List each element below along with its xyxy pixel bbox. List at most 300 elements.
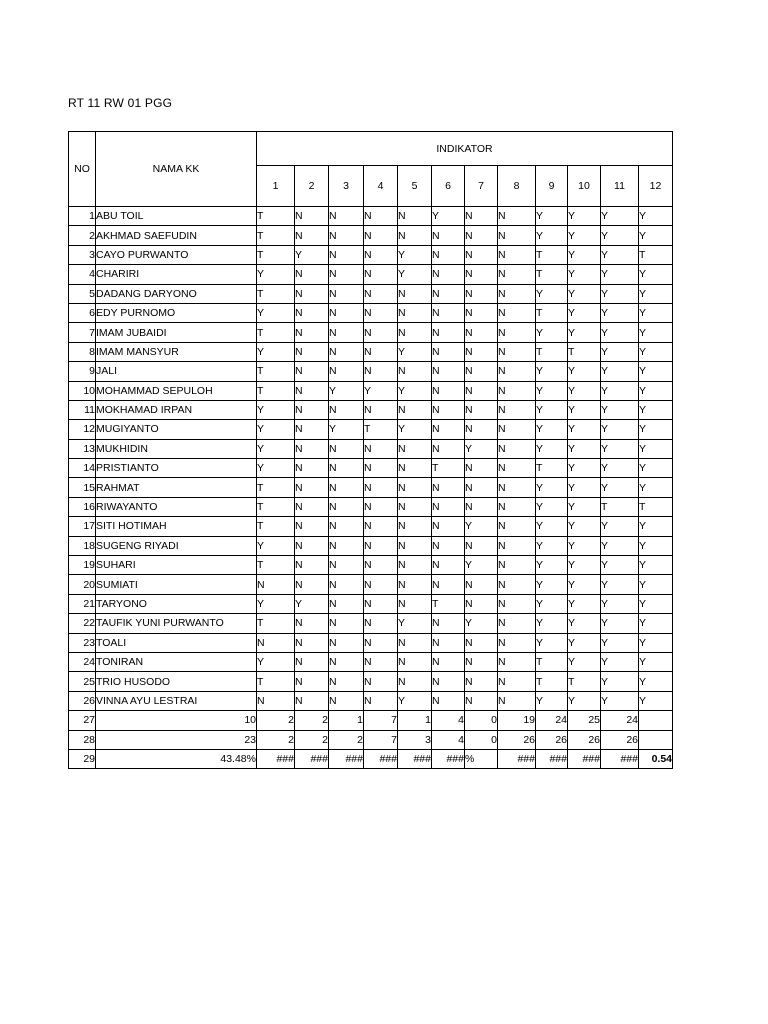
table-row <box>69 342 673 361</box>
indikator-value: N <box>498 439 536 458</box>
indikator-value: N <box>295 556 329 575</box>
table-row <box>69 323 673 342</box>
family-head-name: VINNA AYU LESTRAI <box>96 691 257 710</box>
indikator-value: N <box>329 497 364 516</box>
indikator-value: Y <box>257 303 295 322</box>
indikator-value: Y <box>639 381 673 400</box>
indikator-value: T <box>639 245 673 264</box>
indikator-value: Y <box>536 226 568 245</box>
indikator-value: Y <box>257 536 295 555</box>
indikator-value: Y <box>639 517 673 536</box>
family-head-name: MOHAMMAD SEPULOH <box>96 381 257 400</box>
indikator-value: N <box>364 517 398 536</box>
indikator-value: N <box>329 265 364 284</box>
indikator-value: N <box>329 362 364 381</box>
indikator-value: Y <box>639 226 673 245</box>
indikator-value: Y <box>536 420 568 439</box>
table-row <box>69 556 673 575</box>
summary-total: 43.48% <box>96 749 257 768</box>
row-number: 24 <box>69 652 96 671</box>
indikator-value: Y <box>601 245 639 264</box>
indikator-value: T <box>257 381 295 400</box>
row-number: 19 <box>69 556 96 575</box>
indikator-value: N <box>364 265 398 284</box>
indikator-value: N <box>398 633 432 652</box>
table-row <box>69 536 673 555</box>
table-row <box>69 517 673 536</box>
indikator-value: Y <box>568 284 601 303</box>
indikator-value: Y <box>257 459 295 478</box>
indikator-value: N <box>498 265 536 284</box>
indikator-value: Y <box>568 536 601 555</box>
summary-value: 26 <box>536 730 568 749</box>
indikator-value: N <box>432 439 465 458</box>
table-row <box>69 226 673 245</box>
indikator-value: T <box>568 342 601 361</box>
indikator-value: N <box>364 691 398 710</box>
indikator-value: T <box>257 517 295 536</box>
indikator-value: N <box>364 652 398 671</box>
header-indikator-col: 6 <box>432 166 465 207</box>
indikator-value: N <box>364 362 398 381</box>
indikator-value: Y <box>601 672 639 691</box>
indikator-value: N <box>498 226 536 245</box>
family-head-name: DADANG DARYONO <box>96 284 257 303</box>
family-head-name: SUGENG RIYADI <box>96 536 257 555</box>
indikator-value: Y <box>601 478 639 497</box>
indikator-value: Y <box>536 633 568 652</box>
indikator-value: N <box>295 614 329 633</box>
row-number: 3 <box>69 245 96 264</box>
indikator-value: Y <box>536 400 568 419</box>
indikator-value: N <box>498 284 536 303</box>
indikator-value: N <box>329 614 364 633</box>
indikator-value: Y <box>536 323 568 342</box>
row-number: 13 <box>69 439 96 458</box>
indikator-value: Y <box>568 265 601 284</box>
indikator-value: N <box>465 323 498 342</box>
indikator-value: N <box>465 536 498 555</box>
summary-value <box>639 711 673 730</box>
indikator-value: N <box>465 265 498 284</box>
indikator-value: Y <box>536 497 568 516</box>
summary-value: 0 <box>465 730 498 749</box>
indikator-value: N <box>465 497 498 516</box>
indikator-value: Y <box>601 400 639 419</box>
indikator-value: N <box>432 245 465 264</box>
family-head-name: TOALI <box>96 633 257 652</box>
indikator-value: Y <box>601 420 639 439</box>
indikator-value: N <box>465 400 498 419</box>
indikator-value: N <box>329 303 364 322</box>
indikator-value: Y <box>398 245 432 264</box>
indikator-value: N <box>465 342 498 361</box>
indikator-value: N <box>398 478 432 497</box>
row-number: 22 <box>69 614 96 633</box>
indikator-value: N <box>295 652 329 671</box>
indikator-value: Y <box>601 556 639 575</box>
header-indikator-col: 4 <box>364 166 398 207</box>
indikator-value: Y <box>257 420 295 439</box>
indikator-value: T <box>601 497 639 516</box>
header-indikator-col: 12 <box>639 166 673 207</box>
row-number: 10 <box>69 381 96 400</box>
indikator-value: Y <box>639 556 673 575</box>
indikator-value: Y <box>295 594 329 613</box>
row-number: 8 <box>69 342 96 361</box>
summary-row <box>69 730 673 749</box>
indikator-value: Y <box>568 362 601 381</box>
indikator-value: Y <box>639 575 673 594</box>
indikator-value: N <box>398 207 432 226</box>
summary-value: 1 <box>329 711 364 730</box>
summary-value: 3 <box>398 730 432 749</box>
indikator-value: T <box>536 459 568 478</box>
summary-total: 23 <box>96 730 257 749</box>
indikator-value: Y <box>601 323 639 342</box>
family-head-name: RAHMAT <box>96 478 257 497</box>
indikator-value: Y <box>601 284 639 303</box>
indikator-value: N <box>498 245 536 264</box>
family-head-name: PRISTIANTO <box>96 459 257 478</box>
indikator-value: Y <box>639 672 673 691</box>
indikator-value: N <box>498 323 536 342</box>
indikator-value: N <box>465 459 498 478</box>
indikator-value: N <box>329 284 364 303</box>
indikator-value: T <box>536 652 568 671</box>
family-head-name: CAYO PURWANTO <box>96 245 257 264</box>
indikator-value: Y <box>601 517 639 536</box>
indikator-value: T <box>257 362 295 381</box>
indikator-value: N <box>498 536 536 555</box>
indikator-value: N <box>329 342 364 361</box>
indikator-value: N <box>432 691 465 710</box>
family-head-name: IMAM JUBAIDI <box>96 323 257 342</box>
indikator-value: N <box>398 439 432 458</box>
row-number: 7 <box>69 323 96 342</box>
indikator-value: N <box>329 691 364 710</box>
indikator-value: Y <box>639 420 673 439</box>
row-number: 25 <box>69 672 96 691</box>
indikator-value: Y <box>568 594 601 613</box>
indikator-value: N <box>398 497 432 516</box>
indikator-value: T <box>257 284 295 303</box>
indikator-value: N <box>498 652 536 671</box>
row-number: 26 <box>69 691 96 710</box>
row-number: 11 <box>69 400 96 419</box>
indikator-value: Y <box>536 556 568 575</box>
indikator-value: N <box>329 633 364 652</box>
indikator-value: N <box>364 400 398 419</box>
indikator-value: Y <box>257 439 295 458</box>
indikator-value: Y <box>601 439 639 458</box>
indikator-value: N <box>398 284 432 303</box>
indikator-value: T <box>257 556 295 575</box>
indikator-value: N <box>498 633 536 652</box>
indikator-value: N <box>329 536 364 555</box>
indikator-value: N <box>364 672 398 691</box>
indikator-value: N <box>364 556 398 575</box>
indikator-value: Y <box>639 614 673 633</box>
family-head-name: SITI HOTIMAH <box>96 517 257 536</box>
indikator-value: N <box>295 265 329 284</box>
table-row <box>69 594 673 613</box>
indikator-value: N <box>329 323 364 342</box>
indikator-value: N <box>329 245 364 264</box>
indikator-value: Y <box>536 517 568 536</box>
indikator-value: N <box>465 633 498 652</box>
indikator-value: Y <box>364 381 398 400</box>
summary-value: ### <box>432 749 465 768</box>
indikator-value: N <box>465 303 498 322</box>
table-row <box>69 381 673 400</box>
summary-value: ### <box>329 749 364 768</box>
indikator-value: Y <box>601 362 639 381</box>
family-head-name: MUKHIDIN <box>96 439 257 458</box>
summary-value: 4 <box>432 711 465 730</box>
indikator-value: Y <box>601 594 639 613</box>
indikator-value: N <box>498 381 536 400</box>
indikator-value: N <box>432 536 465 555</box>
summary-value: 26 <box>601 730 639 749</box>
indikator-value: N <box>364 323 398 342</box>
indikator-value: Y <box>601 691 639 710</box>
indikator-value: N <box>364 245 398 264</box>
summary-value: ### <box>536 749 568 768</box>
indikator-value: Y <box>568 245 601 264</box>
summary-value: 2 <box>295 730 329 749</box>
header-indikator-col: 3 <box>329 166 364 207</box>
indikator-value: N <box>398 400 432 419</box>
indikator-value: N <box>432 652 465 671</box>
table-row <box>69 245 673 264</box>
header-nama-kk: NAMA KK <box>96 132 257 207</box>
row-number: 27 <box>69 711 96 730</box>
indikator-value: N <box>465 226 498 245</box>
indikator-value: T <box>432 459 465 478</box>
indikator-value: N <box>295 497 329 516</box>
indikator-value: N <box>432 265 465 284</box>
summary-value: 1 <box>398 711 432 730</box>
indikator-value: N <box>498 575 536 594</box>
indikator-value: T <box>364 420 398 439</box>
indikator-value: N <box>498 362 536 381</box>
indikator-value: Y <box>536 594 568 613</box>
indikator-value: N <box>498 478 536 497</box>
indikator-value: Y <box>536 614 568 633</box>
indikator-value: N <box>295 381 329 400</box>
indikator-value: Y <box>601 265 639 284</box>
indikator-value: Y <box>639 207 673 226</box>
table-row <box>69 497 673 516</box>
indikator-value: N <box>432 284 465 303</box>
indikator-value: Y <box>568 459 601 478</box>
indikator-value: Y <box>601 652 639 671</box>
indikator-value: Y <box>536 207 568 226</box>
indikator-value: N <box>465 420 498 439</box>
header-indikator-col: 8 <box>498 166 536 207</box>
table-row <box>69 400 673 419</box>
indikator-value: Y <box>257 265 295 284</box>
indikator-value: N <box>432 381 465 400</box>
indikator-value: N <box>432 575 465 594</box>
indikator-value: N <box>295 284 329 303</box>
indikator-value: Y <box>465 556 498 575</box>
indikator-value: Y <box>601 459 639 478</box>
indikator-value: Y <box>568 652 601 671</box>
indikator-value: N <box>498 594 536 613</box>
indikator-value: Y <box>568 439 601 458</box>
indikator-value: N <box>295 575 329 594</box>
row-number: 15 <box>69 478 96 497</box>
indikator-value: T <box>536 265 568 284</box>
indikator-value: Y <box>257 342 295 361</box>
indikator-value: Y <box>257 400 295 419</box>
indikator-value: N <box>329 207 364 226</box>
indikator-value: N <box>432 303 465 322</box>
indikator-value: N <box>498 420 536 439</box>
family-head-name: MOKHAMAD IRPAN <box>96 400 257 419</box>
indikator-value: N <box>432 420 465 439</box>
family-head-name: ABU TOIL <box>96 207 257 226</box>
indikator-value: N <box>329 556 364 575</box>
header-indikator-col: 5 <box>398 166 432 207</box>
indikator-value: N <box>398 226 432 245</box>
indikator-value: N <box>398 575 432 594</box>
indikator-value: T <box>257 497 295 516</box>
indikator-value: N <box>329 575 364 594</box>
indikator-value: N <box>295 207 329 226</box>
indikator-value: T <box>257 323 295 342</box>
indikator-value: N <box>364 439 398 458</box>
summary-value: 7 <box>364 730 398 749</box>
indikator-value: T <box>257 478 295 497</box>
row-number: 12 <box>69 420 96 439</box>
indikator-value: Y <box>639 284 673 303</box>
summary-total: 10 <box>96 711 257 730</box>
row-number: 2 <box>69 226 96 245</box>
indikator-value: N <box>329 400 364 419</box>
family-head-name: TRIO HUSODO <box>96 672 257 691</box>
indikator-value: Y <box>536 439 568 458</box>
indikator-value: Y <box>329 420 364 439</box>
indikator-value: Y <box>295 245 329 264</box>
indikator-value: N <box>295 691 329 710</box>
indikator-value: N <box>364 614 398 633</box>
summary-value: 19 <box>498 711 536 730</box>
indikator-value: N <box>498 614 536 633</box>
indikator-value: T <box>432 594 465 613</box>
indikator-value: Y <box>536 536 568 555</box>
header-no: NO <box>69 132 96 207</box>
header-indikator-col: 2 <box>295 166 329 207</box>
indikator-value: Y <box>568 614 601 633</box>
indikator-value: N <box>295 226 329 245</box>
row-number: 23 <box>69 633 96 652</box>
indikator-value: N <box>257 575 295 594</box>
row-number: 29 <box>69 749 96 768</box>
indikator-value: Y <box>536 575 568 594</box>
indikator-value: N <box>465 362 498 381</box>
indikator-value: T <box>257 614 295 633</box>
indikator-value: N <box>465 691 498 710</box>
indikator-value: Y <box>398 691 432 710</box>
indikator-value: N <box>295 342 329 361</box>
indikator-value: N <box>465 478 498 497</box>
indikator-value: Y <box>465 439 498 458</box>
indikator-value: Y <box>257 594 295 613</box>
indikator-value: N <box>295 517 329 536</box>
indikator-value: Y <box>536 691 568 710</box>
table-row <box>69 614 673 633</box>
indikator-value: N <box>432 497 465 516</box>
table-row <box>69 303 673 322</box>
indikator-value: N <box>465 245 498 264</box>
indikator-value: N <box>364 226 398 245</box>
indikator-value: N <box>398 323 432 342</box>
indikator-value: N <box>295 362 329 381</box>
indikator-value: Y <box>398 420 432 439</box>
summary-value: ### <box>498 749 536 768</box>
indikator-value: T <box>257 226 295 245</box>
indikator-value: N <box>432 342 465 361</box>
indikator-value: T <box>257 672 295 691</box>
header-indikator-col: 7 <box>465 166 498 207</box>
summary-value: 24 <box>536 711 568 730</box>
indikator-value: Y <box>601 381 639 400</box>
summary-value: 2 <box>295 711 329 730</box>
summary-row <box>69 749 673 768</box>
indikator-value: Y <box>601 207 639 226</box>
indikator-value: N <box>364 303 398 322</box>
indikator-value: N <box>364 459 398 478</box>
family-head-name: EDY PURNOMO <box>96 303 257 322</box>
indikator-value: N <box>295 672 329 691</box>
indikator-value: Y <box>601 536 639 555</box>
summary-value <box>639 730 673 749</box>
summary-value: 0.54 <box>639 749 673 768</box>
row-number: 28 <box>69 730 96 749</box>
row-number: 9 <box>69 362 96 381</box>
indikator-value: Y <box>568 323 601 342</box>
summary-value: ### <box>257 749 295 768</box>
indikator-value: N <box>465 672 498 691</box>
summary-value: ### <box>568 749 601 768</box>
indikator-value: Y <box>398 265 432 284</box>
header-indikator-col: 11 <box>601 166 639 207</box>
header-indikator-col: 10 <box>568 166 601 207</box>
indikator-value: N <box>364 342 398 361</box>
indikator-value: N <box>465 284 498 303</box>
indikator-value: N <box>498 517 536 536</box>
indikator-value: Y <box>568 381 601 400</box>
indikator-value: N <box>398 536 432 555</box>
row-number: 18 <box>69 536 96 555</box>
indikator-value: N <box>364 594 398 613</box>
header-row <box>69 132 673 166</box>
indikator-value: Y <box>639 342 673 361</box>
indikator-value: N <box>432 226 465 245</box>
indikator-value: N <box>295 536 329 555</box>
indikator-value: Y <box>601 303 639 322</box>
indikator-value: Y <box>568 633 601 652</box>
indikator-value: Y <box>568 575 601 594</box>
summary-value: 2 <box>257 730 295 749</box>
indikator-value: Y <box>639 303 673 322</box>
indikator-value: N <box>398 556 432 575</box>
indikator-value: Y <box>639 323 673 342</box>
indikator-value: N <box>498 207 536 226</box>
